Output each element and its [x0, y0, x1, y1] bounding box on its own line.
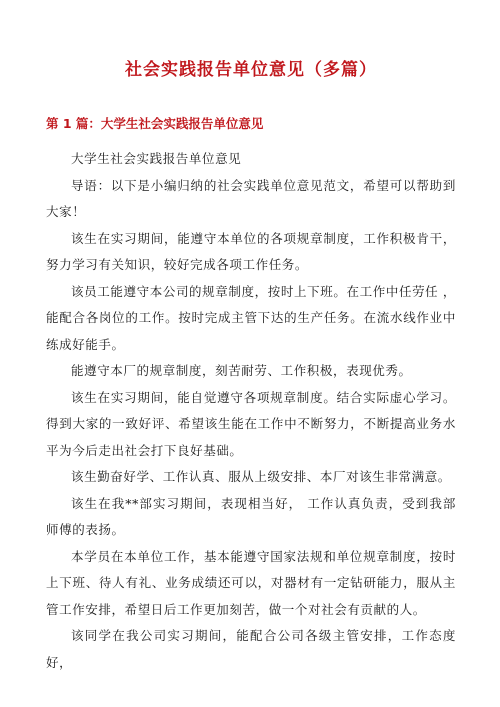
paragraph: 该员工能遵守本公司的规章制度，按时上下班。在工作中任劳任 ，能配合各岗位的工作。按时完成主管下达的生产任务。在流水线作业中练成好能手。 — [46, 283, 456, 352]
paragraph: 该生在实习期间，能自觉遵守各项规章制度。结合实际虚心学习。得到大家的一致好评、希望该生能在工作中不断努力，不断提高业务水平为今后走出社会打下良好基础。 — [46, 389, 456, 458]
paragraph: 该生勤奋好学、工作认真、服从上级安排、本厂对该生非常满意。 — [71, 469, 451, 484]
paragraph-intro: 导语：以下是小编归纳的社会实践单位意见范文，希望可以帮助到大家！ — [46, 177, 456, 219]
section-heading: 第 1 篇：大学生社会实践报告单位意见 — [46, 116, 264, 131]
paragraph: 本学员在本单位工作，基本能遵守国家法规和单位规章制度，按时上下班、待人有礼、业务成绩还可以，对器材有一定钻研能力，服从主管工作安排，希望日后工作更加刻苦，做一个对社会有贡献的人。 — [46, 548, 456, 617]
paragraph: 该生在我**部实习期间，表现相当好， 工作认真负责，受到我部师傅的表扬。 — [46, 495, 456, 537]
paragraph: 能遵守本厂的规章制度，刻苦耐劳、工作积极，表现优秀。 — [71, 363, 412, 378]
paragraph: 该生在实习期间，能遵守本单位的各项规章制度，工作积极肯干，努力学习有关知识，较好完成各项工作任务。 — [46, 230, 456, 272]
paragraph-subtitle: 大学生社会实践报告单位意见 — [71, 151, 242, 166]
document-title: 社会实践报告单位意见（多篇） — [125, 60, 377, 80]
paragraph: 该同学在我公司实习期间，能配合公司各级主管安排，工作态度好， — [46, 628, 456, 670]
